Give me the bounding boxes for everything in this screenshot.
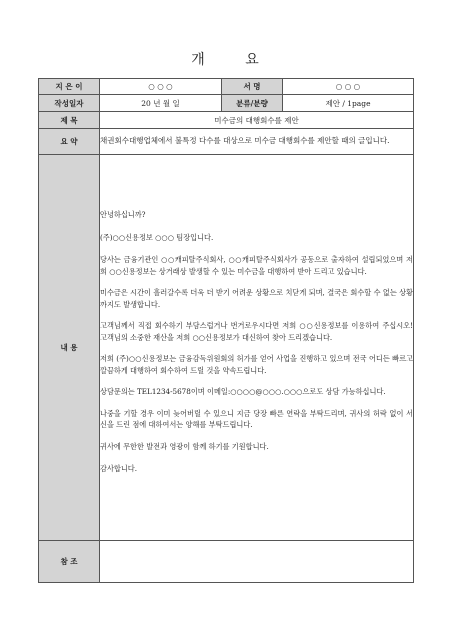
content-paragraph: 귀사에 무한한 발전과 영광이 함께 하기를 기원합니다.	[100, 441, 269, 451]
subject-label: 제 목	[39, 112, 100, 129]
date-label: 작성일자	[39, 95, 100, 112]
row-date	[39, 95, 414, 112]
signature-value: ○ ○ ○	[283, 79, 414, 95]
content-paragraph: 고객님께서 직접 회수하기 부담스럽거나 번거로우시다면 저희 ○○신용정보를 이용하여 주십시오! 고객님의 소중한 재산을 저희 ○○신용정보가 대신하여 찾아 드리겠습니다.	[100, 321, 413, 342]
summary-form-table	[38, 78, 414, 583]
content-paragraph: 미수금은 시간이 흘러갈수록 더욱 더 받기 어려운 상황으로 치닫게 되며, 결국은 회수할 수 없는 상황까지도 발생합니다.	[100, 288, 413, 309]
content-label: 내 용	[39, 155, 100, 541]
content-paragraph: 상담문의는 TEL1234-5678이며 이메일:○○○○@○○○.○○○으로도 상담 가능하십니다.	[100, 387, 386, 397]
content-paragraph: (주)○○신용정보 ○○○ 팀장입니다.	[100, 232, 214, 242]
row-content	[39, 155, 414, 541]
row-presenter	[39, 79, 414, 95]
content-paragraph: 나중을 기할 경우 이미 늦어버릴 수 있으니 지금 당장 빠른 연락을 부탁드리며, 귀사의 허락 없이 서신을 드린 점에 대하여서는 양해를 부탁드립니다.	[100, 408, 413, 430]
reference-label: 참 조	[39, 541, 100, 583]
reference-value	[100, 541, 414, 583]
category-label: 분류/분량	[222, 95, 283, 112]
content-body	[100, 155, 414, 541]
subject-value: 미수금의 대행회수를 제안	[100, 112, 414, 129]
row-summary	[39, 129, 414, 155]
content-paragraph: 당사는 금융기관인 ○○캐피탈주식회사, ○○캐피탈주식회사가 공동으로 출자하여 설립되었으며 저희 ○○신용정보는 상거래상 발생할 수 있는 미수금을 대행하여 받아 드리고 있습니다.	[100, 255, 413, 276]
row-reference	[39, 541, 414, 583]
category-value: 제안 / 1page	[283, 95, 414, 112]
presenter-label: 지 은 이	[39, 79, 100, 95]
date-value: 20 년 월 일	[100, 95, 222, 112]
presenter-value: ○ ○ ○	[100, 79, 222, 95]
summary-label: 요 약	[39, 129, 100, 155]
content-paragraph: 안녕하십니까?	[100, 210, 146, 220]
document-title: 개 요	[191, 52, 277, 68]
summary-value: 채권회수대행업체에서 불특정 다수를 대상으로 미수금 대행회수를 제안할 때의 글입니다.	[100, 129, 414, 155]
row-subject	[39, 112, 414, 129]
content-paragraph: 감사합니다.	[100, 464, 138, 474]
content-paragraph: 저희 (주)○○신용정보는 금융감독위원회의 허가를 얻어 사업을 진행하고 있으며 전국 어디든 빠르고 깔끔하게 대행하여 회수하여 드릴 것을 약속드립니다.	[100, 354, 413, 375]
signature-label: 서 명	[222, 79, 283, 95]
